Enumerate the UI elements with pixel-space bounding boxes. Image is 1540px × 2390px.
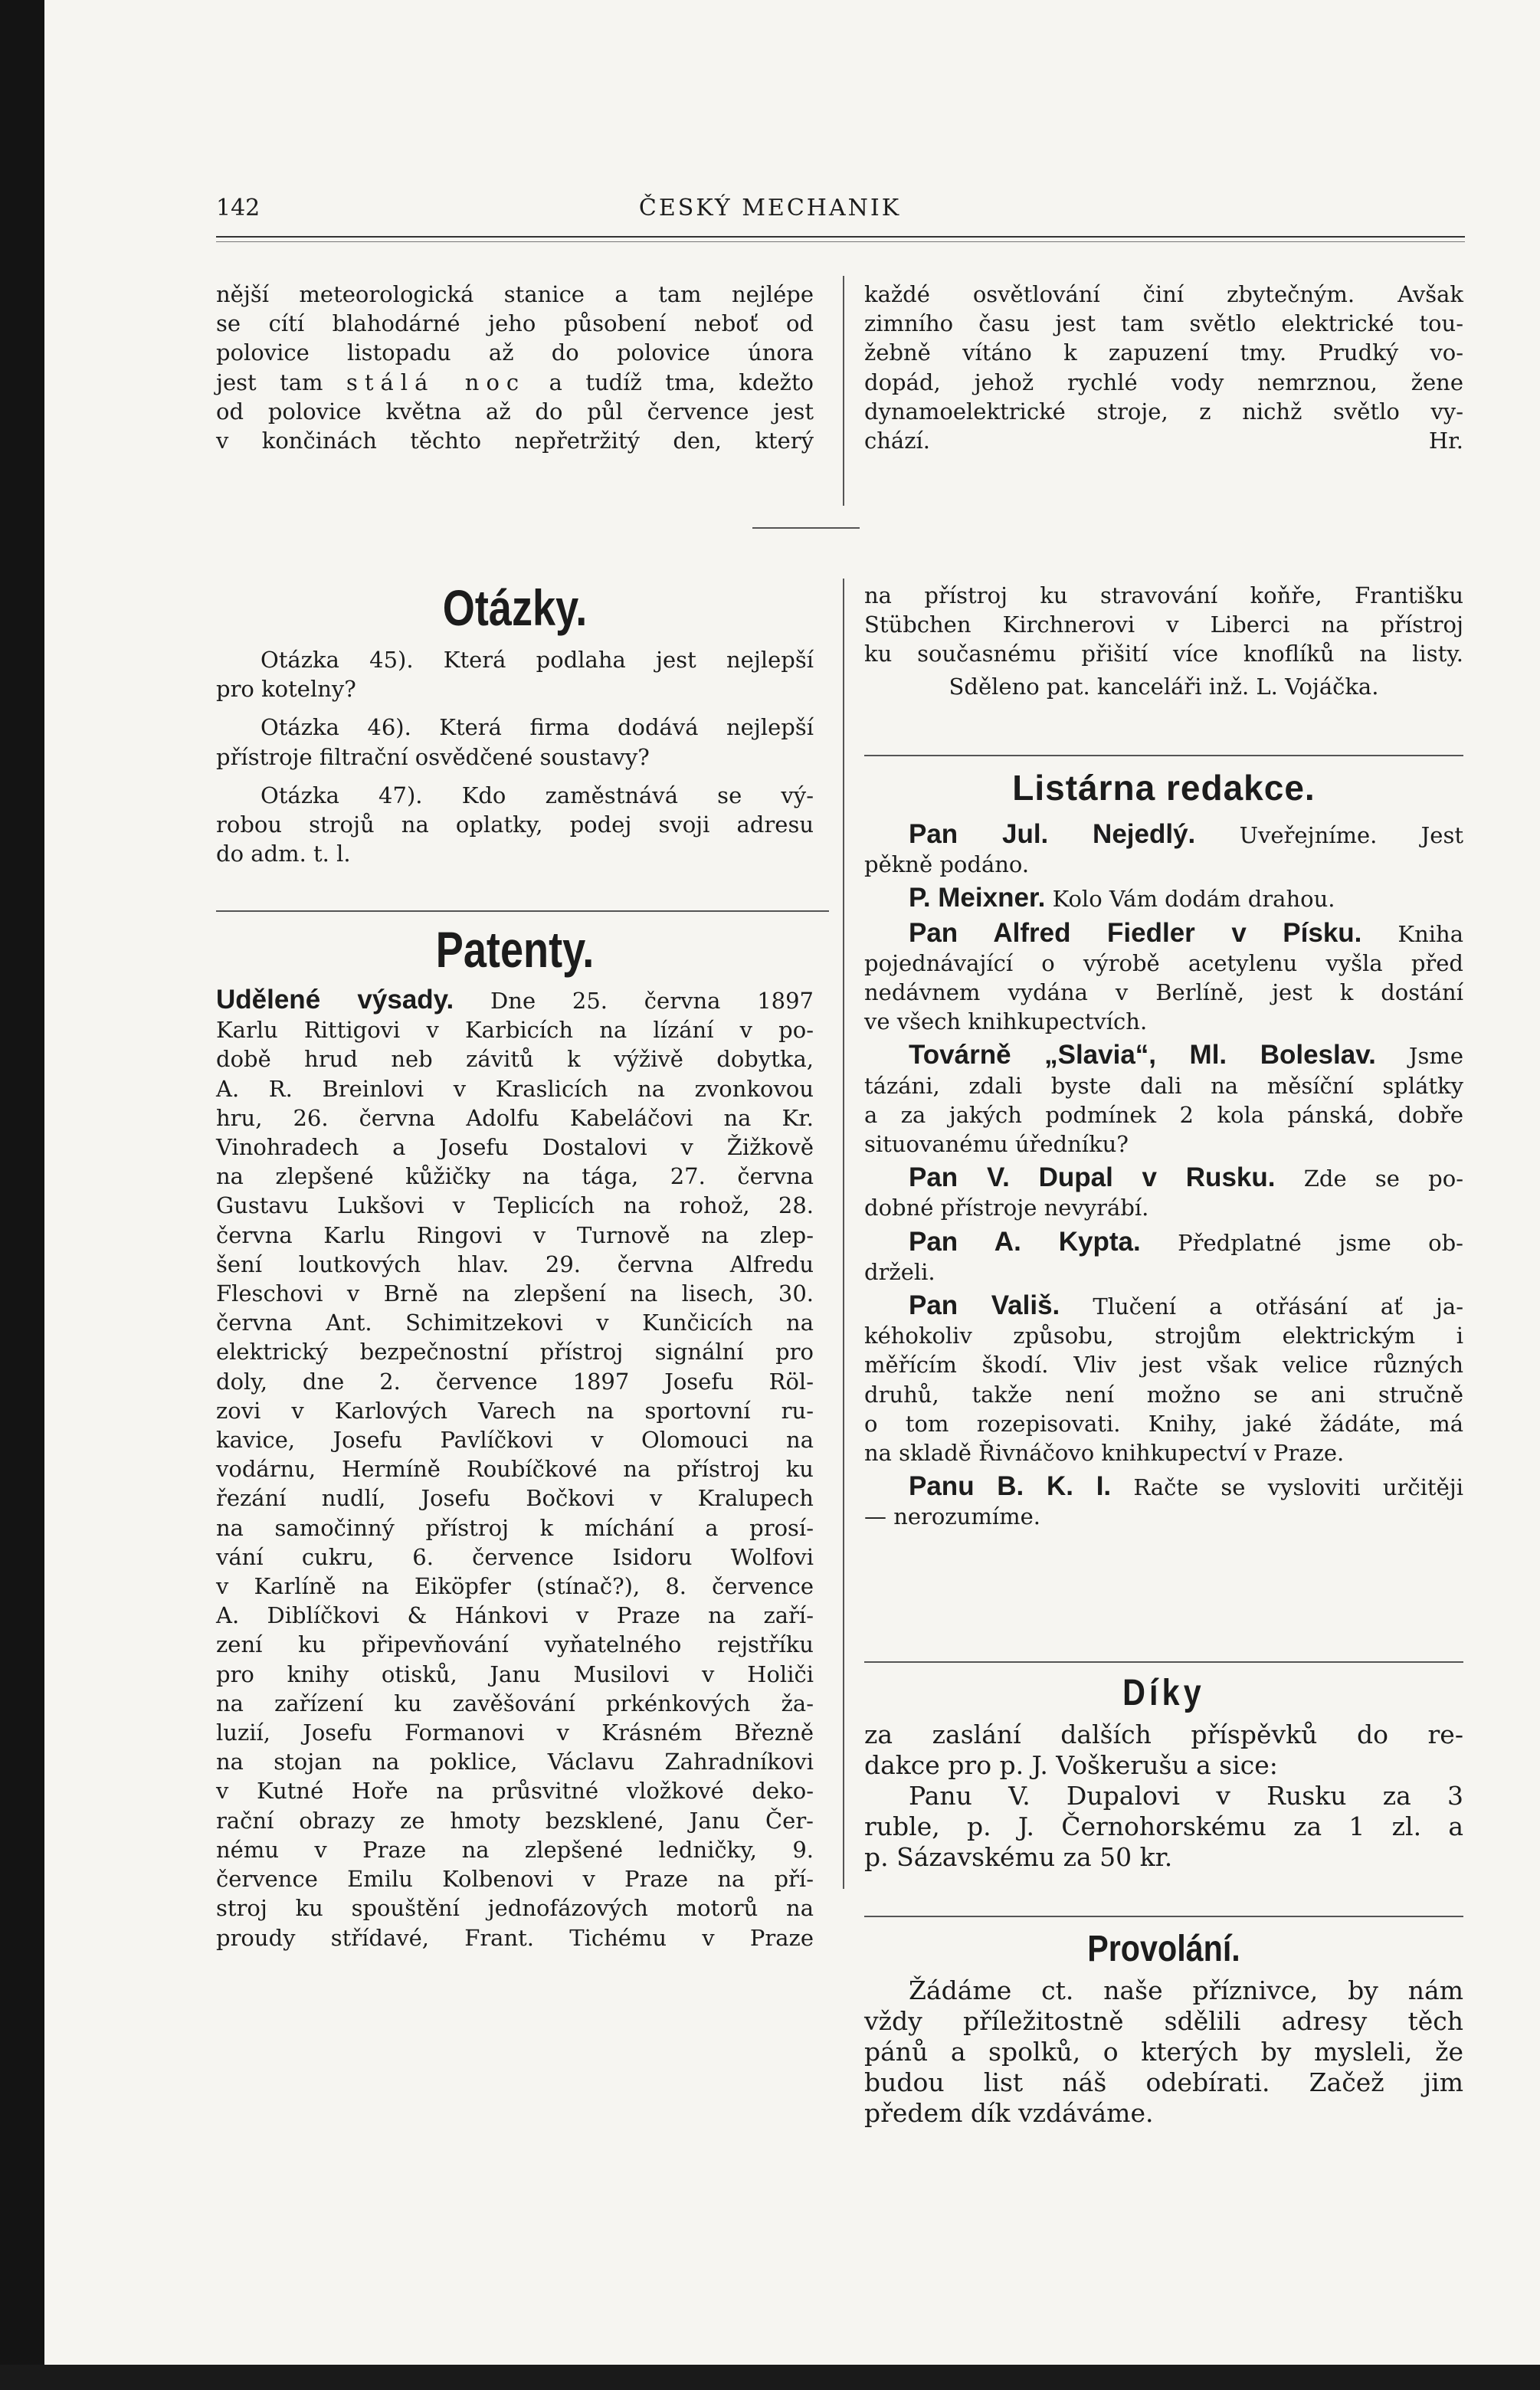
text-line: dopád, jehož rychlé vody nemrznou, žene [864,369,1463,395]
text-line: pánů a spolků, o kterých by mysleli, že [864,2037,1463,2067]
listarna-entry: Pan A. Kypta. Předplatné jsme ob- [909,1226,1463,1257]
patent-line: června Ant. Schimitzekovi v Kunčicích na [216,1310,814,1336]
patent-line: vání cukru, 6. července Isidoru Wolfovi [216,1543,814,1570]
text-line: a za jakých podmínek 2 kola pánská, dobře [864,1101,1463,1128]
listarna-addressee: Panu B. K. I. [909,1471,1112,1502]
listarna-addressee: Pan A. Kypta. [909,1226,1141,1257]
text-line: do adm. t. l. [216,841,351,867]
text-line: jest tam stálá noc a tudíž tma, kdežto [216,369,814,395]
header-rule [216,236,1465,238]
text-line: budou list náš odebírati. Začež jim [864,2067,1463,2097]
text-line: robou strojů na oplatky, podej svoji adresu [216,811,814,838]
text-line: — nerozumíme. [864,1503,1040,1530]
text-line: na přístroj ku stravování koňře, Františku [864,582,1463,608]
patent-line: července Emilu Kolbenovi v Praze na pří- [216,1866,814,1893]
patent-line: Gustavu Lukšovi v Teplicích na rohož, 28. [216,1192,814,1219]
listarna-entries [864,820,1463,1536]
text-line: od polovice května až do půl července jest [216,398,814,425]
listarna-entry: Pan Jul. Nejedlý. Uveřejníme. Jest [909,819,1463,849]
patent-line: proudy střídavé, Frant. Tichému v Praze [216,1924,814,1951]
scan-edge-left [0,0,44,2390]
patent-lead-line: Udělené výsady. Dne 25. června 1897 [216,985,814,1015]
text-line: chází. Hr. [864,426,1463,455]
listarna-addressee: Pan Alfred Fiedler v Písku. [909,917,1362,948]
text-line: na skladě Řivnáčovo knihkupectví v Praze. [864,1440,1345,1467]
scan-edge-bottom [0,2365,1540,2390]
text-line: Stübchen Kirchnerovi v Liberci na přístroj [864,611,1463,638]
patent-line: rační obrazy ze hmoty bezsklené, Janu Čer- [216,1807,814,1834]
question-45: Otázka 45). Která podlaha jest nejlepší [260,647,814,673]
running-title: ČESKÝ MECHANIK [638,195,902,221]
section-divider [864,1916,1463,1917]
text-line: pěkně podáno. [864,851,1030,878]
patent-line: kavice, Josefu Pavlíčkovi v Olomouci na [216,1427,814,1454]
patent-line: elektrický bezpečnostní přístroj signální pro [216,1339,814,1365]
text-line: tázáni, zdali byste dali na měsíční splátky [864,1072,1463,1099]
patent-line: v Kutné Hoře na průsvitné vložkové deko- [216,1778,814,1805]
patent-line: pro knihy otisků, Janu Musilovi v Holiči [216,1661,814,1687]
listarna-addressee: Pan Vališ. [909,1290,1060,1321]
patent-line: Fleschovi v Brně na zlepšení na lisech, 30. [216,1280,814,1307]
patent-line: A. Diblíčkovi & Hánkovi v Praze na zaří- [216,1602,814,1629]
patent-line: Karlu Rittigovi v Karbicích na lízání v po- [216,1017,814,1044]
text-line: dobné přístroje nevyrábí. [864,1195,1149,1221]
patent-line: na zařízení ku zavěšování prkénkových ža- [216,1690,814,1716]
text-line: ruble, p. J. Černohorskému za 1 zl. a [864,1811,1463,1841]
text-line: p. Sázavskému za 50 kr. [864,1842,1173,1872]
column-divider-top [843,276,844,506]
listarna-entry: Pan Alfred Fiedler v Písku. Kniha [909,917,1464,948]
listarna-entry: Továrně „Slavia“, Ml. Boleslav. Jsme [909,1040,1464,1070]
column-divider-main [843,579,844,1889]
diky-section [864,1670,1463,1873]
patent-line: luzií, Josefu Formanovi v Krásném Březně [216,1720,814,1746]
text-line: situovanému úředníku? [864,1131,1129,1158]
otazky-section [216,576,814,868]
text-line: v končinách těchto nepřetržitý den, který [216,428,814,454]
otazky-heading: Otázky. [442,579,588,636]
patent-line: na zlepšené kůžičky na tága, 27. června [216,1163,814,1190]
patent-line: Vinohradech a Josefu Dostalovi v Žižkově [216,1134,814,1161]
text-line: měřícím škodí. Vliv jest však velice různých [864,1352,1463,1379]
text-line: druhů, takže není možno se ani stručně [864,1381,1463,1408]
patent-line: A. R. Breinlovi v Kraslicích na zvonkovou [216,1075,814,1102]
text-line: polovice listopadu až do polovice února [216,339,814,366]
text-line: kéhokoliv způsobu, strojům elektrickým i [864,1323,1463,1349]
listarna-addressee: Pan V. Dupal v Rusku. [909,1162,1276,1193]
section-divider [864,1661,1463,1663]
text-line: pro kotelny? [216,676,356,703]
patent-line: doly, dne 2. července 1897 Josefu Röl- [216,1368,814,1395]
patent-line: šení loutkových hlav. 29. června Alfredu [216,1251,814,1277]
patenty-heading: Patenty. [435,921,595,978]
text-line: nější meteorologická stanice a tam nejlépe [216,281,814,307]
listarna-entry: Pan Vališ. Tlučení a otřásání ať ja- [909,1290,1464,1321]
text-line: za zaslání dalších příspěvků do re- [864,1720,1463,1749]
patent-body [216,1015,814,1952]
text-line: vždy příležitostně sdělili adresy těch [864,2006,1463,2036]
text-line: žebně vítáno k zapuzení tmy. Prudký vo- [864,339,1463,366]
listarna-addressee: P. Meixner. [909,883,1046,913]
text-line: ve všech knihkupectvích. [864,1008,1148,1035]
top-left-article-end [216,280,814,455]
listarna-addressee: Továrně „Slavia“, Ml. Boleslav. [909,1040,1376,1070]
listarna-entry: Panu B. K. I. Račte se vysloviti určitěji [909,1471,1463,1502]
text-line: Panu V. Dupalovi v Rusku za 3 [909,1781,1463,1811]
text-line: drželi. [864,1258,935,1285]
listarna-heading: Listárna redakce. [1012,768,1316,808]
provolani-heading: Provolání. [1087,1929,1240,1969]
patent-line: na samočinný přístroj k míchání a prosí- [216,1514,814,1541]
patenty-section [216,918,814,1952]
text-line: každé osvětlování činí zbytečným. Avšak [864,281,1463,307]
signature: Hr. [1428,428,1463,454]
page-number: 142 [216,195,260,221]
section-divider [216,910,829,912]
provolani-section [864,1926,1463,2129]
section-divider [752,527,860,529]
patent-continuation [864,581,1463,701]
text-line: zimního času jest tam světlo elektrické tou- [864,310,1463,337]
listarna-entry: P. Meixner. Kolo Vám dodám drahou. [909,883,1335,913]
text-line: přístroje filtrační osvědčené soustavy? [216,743,650,770]
text-line: předem dík vzdáváme. [864,2098,1154,2128]
patent-line: řezání nudlí, Josefu Bočkovi v Kralupech [216,1485,814,1512]
text-line: dakce pro p. J. Voškerušu a sice: [864,1750,1278,1780]
patent-line: zovi v Karlových Varech na sportovní ru- [216,1397,814,1424]
header-rule-thin [216,241,1465,242]
listarna-addressee: Pan Jul. Nejedlý. [909,819,1196,849]
text-line: dynamoelektrické stroje, z nichž světlo vy- [864,398,1463,425]
patent-lead: Udělené výsady. [216,985,454,1015]
patent-line: června Karlu Ringovi v Turnově na zlep- [216,1221,814,1248]
question-47: Otázka 47). Kdo zaměstnává se vý- [260,782,814,808]
text-line: ku současnému přišití více knoflíků na listy. [864,641,1463,667]
section-divider [864,755,1463,756]
text-line: pojednávající o výrobě acetylenu vyšla před [864,949,1463,976]
text-line: se cítí blahodárné jeho působení neboť od [216,310,814,337]
spaced-emphasis: stálá noc [346,369,526,395]
patent-line: zení ku připevňování vyňatelného rejstříku [216,1631,814,1658]
patent-line: na stojan na poklice, Václavu Zahradníkovi [216,1749,814,1775]
text-line: Žádáme ct. naše příznivce, by nám [909,1975,1463,2005]
patent-credit: Sděleno pat. kanceláři inž. L. Vojáčka. [949,673,1379,700]
question-46: Otázka 46). Která firma dodává nejlepší [260,714,814,741]
text-line: o tom rozepisovati. Knihy, jaké žádáte, má [864,1410,1463,1437]
patent-line: vodárnu, Hermíně Roubíčkové na přístroj ku [216,1456,814,1483]
patent-line: době hrud neb závitů k výživě dobytka, [216,1046,814,1073]
text-line: nedávnem vydána v Berlíně, jest k dostání [864,979,1463,1006]
patent-line: stroj ku spouštění jednofázových motorů na [216,1895,814,1922]
top-right-article-end [864,280,1463,455]
listarna-entry: Pan V. Dupal v Rusku. Zde se po- [909,1162,1464,1193]
patent-line: hru, 26. června Adolfu Kabeláčovi na Kr. [216,1104,814,1131]
patent-line: nému v Praze na zlepšené ledničky, 9. [216,1836,814,1863]
diky-heading: Díky [1122,1673,1205,1713]
patent-line: v Karlíně na Eiköpfer (stínač?), 8. července [216,1573,814,1600]
listarna-section [864,766,1463,1536]
